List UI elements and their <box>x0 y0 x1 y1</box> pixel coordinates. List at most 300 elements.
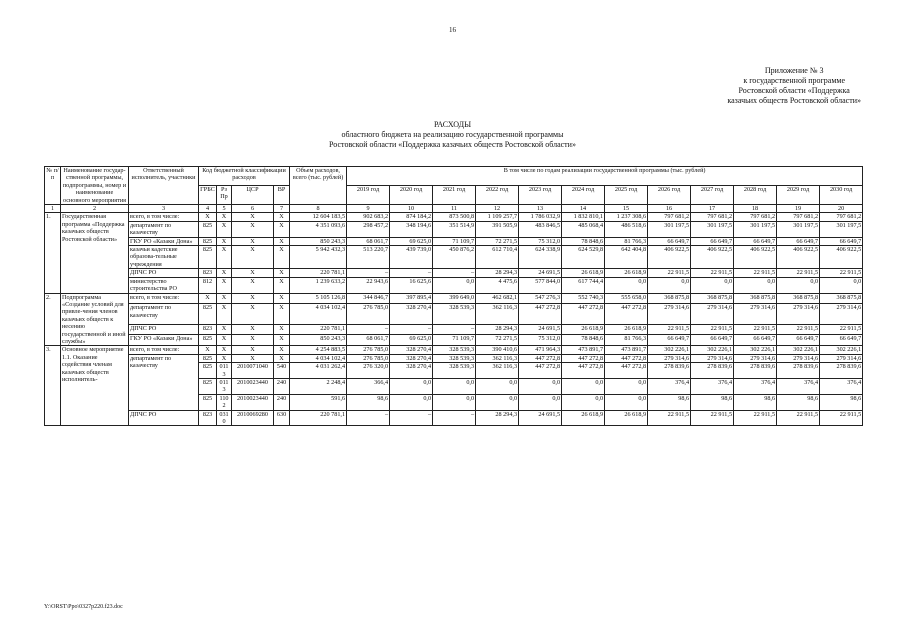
executor-cell: ДПЧС РО <box>129 410 199 426</box>
appendix-note <box>727 66 861 106</box>
year-value-cell: 513 220,7 <box>347 246 390 269</box>
rzpr-cell: X <box>217 221 232 237</box>
year-value-cell: 24 691,5 <box>519 324 562 335</box>
year-value-cell: 26 618,9 <box>605 410 648 426</box>
year-value-cell: 22 911,5 <box>777 324 820 335</box>
column-index-cell: 16 <box>648 205 691 213</box>
year-value-cell: 26 618,9 <box>562 410 605 426</box>
year-value-cell: 301 197,5 <box>734 221 777 237</box>
year-value-cell: 0,0 <box>433 394 476 410</box>
year-value-cell: 368 875,8 <box>777 293 820 304</box>
year-value-cell: 66 649,7 <box>691 335 734 346</box>
column-index-cell: 3 <box>129 205 199 213</box>
program-name: Подпрограмма «Создание условий для привле-чения членов казачьих обществ к несению государственной и иной службы» <box>61 293 129 346</box>
year-value-cell: 624 338,9 <box>519 246 562 269</box>
header-csr: ЦСР <box>232 186 274 205</box>
year-value-cell: 302 226,1 <box>777 346 820 354</box>
year-value-cell: – <box>433 324 476 335</box>
year-value-cell: 1 237 308,6 <box>605 213 648 221</box>
year-value-cell: 624 529,8 <box>562 246 605 269</box>
year-value-cell: – <box>347 324 390 335</box>
vr-cell: X <box>274 293 290 304</box>
header-executor: Ответственный исполнитель, участники <box>129 167 199 205</box>
year-value-cell: 0,0 <box>433 277 476 293</box>
year-value-cell: 0,0 <box>605 394 648 410</box>
executor-cell: ДПЧС РО <box>129 269 199 277</box>
year-value-cell: 81 766,3 <box>605 237 648 245</box>
column-index-cell: 19 <box>777 205 820 213</box>
year-value-cell: 486 518,6 <box>605 221 648 237</box>
year-value-cell: 1 832 810,1 <box>562 213 605 221</box>
year-value-cell: 66 649,7 <box>691 237 734 245</box>
title-line: Ростовской области «Поддержка казачьих обществ Ростовской области» <box>329 140 576 149</box>
vr-cell: 540 <box>274 363 290 379</box>
header-year: 2025 год <box>605 186 648 205</box>
page-number: 16 <box>449 26 456 34</box>
year-value-cell: 66 649,7 <box>648 335 691 346</box>
table-row <box>45 213 863 221</box>
table-row <box>45 335 863 346</box>
table-row <box>45 269 863 277</box>
total-value-cell: 850 243,3 <box>290 335 347 346</box>
year-value-cell: 78 848,6 <box>562 335 605 346</box>
grbs-cell: X <box>199 346 217 354</box>
year-value-cell: 376,4 <box>734 378 777 394</box>
header-year: 2027 год <box>691 186 734 205</box>
year-value-cell: 22 911,5 <box>734 269 777 277</box>
year-value-cell: 26 618,9 <box>605 324 648 335</box>
appendix-line: к государственной программе <box>743 76 846 85</box>
vr-cell: X <box>274 304 290 324</box>
year-value-cell: 279 314,6 <box>820 304 863 324</box>
total-value-cell: 5 105 126,8 <box>290 293 347 304</box>
year-value-cell: 98,6 <box>777 394 820 410</box>
header-num: № п/п <box>45 167 61 205</box>
column-index-cell: 1 <box>45 205 61 213</box>
column-index-cell: 15 <box>605 205 648 213</box>
year-value-cell: 81 766,3 <box>605 335 648 346</box>
column-index-cell: 20 <box>820 205 863 213</box>
year-value-cell: 368 875,8 <box>734 293 777 304</box>
year-value-cell: 328 539,3 <box>433 346 476 354</box>
year-value-cell: 68 061,7 <box>347 237 390 245</box>
csr-cell: 2010023440 <box>232 394 274 410</box>
year-value-cell: 0,0 <box>476 378 519 394</box>
column-index-cell: 11 <box>433 205 476 213</box>
executor-cell: министерство строительства РО <box>129 277 199 293</box>
year-value-cell: 22 911,5 <box>648 269 691 277</box>
year-value-cell: 447 272,8 <box>562 354 605 362</box>
year-value-cell: 1 786 032,9 <box>519 213 562 221</box>
executor-cell: всего, в том числе: <box>129 293 199 304</box>
executor-cell: департамент по казачеству <box>129 304 199 324</box>
year-value-cell: 0,0 <box>605 277 648 293</box>
year-value-cell: 797 681,2 <box>820 213 863 221</box>
csr-cell: X <box>232 335 274 346</box>
vr-cell: 240 <box>274 394 290 410</box>
year-value-cell: 278 839,6 <box>734 363 777 379</box>
year-value-cell: 0,0 <box>648 277 691 293</box>
year-value-cell: 797 681,2 <box>648 213 691 221</box>
year-value-cell: 328 270,4 <box>390 354 433 362</box>
total-value-cell: 4 254 883,5 <box>290 346 347 354</box>
total-value-cell: 4 031 262,4 <box>290 363 347 379</box>
year-value-cell: 473 891,7 <box>562 346 605 354</box>
header-rzpr: Рз Пр <box>217 186 232 205</box>
total-value-cell: 2 248,4 <box>290 378 347 394</box>
appendix-line: казачьих обществ Ростовской области» <box>727 96 861 105</box>
year-value-cell: 0,0 <box>691 277 734 293</box>
year-value-cell: – <box>347 410 390 426</box>
grbs-cell: 825 <box>199 363 217 379</box>
year-value-cell: 0,0 <box>777 277 820 293</box>
grbs-cell: 825 <box>199 394 217 410</box>
vr-cell: 240 <box>274 378 290 394</box>
header-year: 2022 год <box>476 186 519 205</box>
total-value-cell: 220 781,1 <box>290 269 347 277</box>
year-value-cell: 406 922,5 <box>734 246 777 269</box>
file-path-footer: Y:\ORST\Ppo\0327p220.f23.doc <box>44 604 123 610</box>
year-value-cell: 98,6 <box>648 394 691 410</box>
year-value-cell: 66 649,7 <box>820 335 863 346</box>
year-value-cell: 376,4 <box>820 378 863 394</box>
csr-cell: X <box>232 277 274 293</box>
year-value-cell: 4 475,6 <box>476 277 519 293</box>
header-year: 2028 год <box>734 186 777 205</box>
grbs-cell: 825 <box>199 354 217 362</box>
year-value-cell: 16 625,6 <box>390 277 433 293</box>
appendix-line: Приложение № 3 <box>764 66 824 75</box>
rzpr-cell: X <box>217 246 232 269</box>
csr-cell: X <box>232 246 274 269</box>
year-value-cell: 0,0 <box>519 394 562 410</box>
rzpr-cell: X <box>217 346 232 354</box>
column-index-cell: 12 <box>476 205 519 213</box>
year-value-cell: 447 272,8 <box>562 304 605 324</box>
total-value-cell: 4 034 102,4 <box>290 304 347 324</box>
year-value-cell: 279 314,6 <box>777 304 820 324</box>
total-value-cell: 220 781,1 <box>290 410 347 426</box>
year-value-cell: 279 314,6 <box>734 354 777 362</box>
year-value-cell: 276 785,0 <box>347 354 390 362</box>
column-index-cell: 8 <box>290 205 347 213</box>
total-value-cell: 1 239 633,2 <box>290 277 347 293</box>
csr-cell: X <box>232 269 274 277</box>
csr-cell: X <box>232 221 274 237</box>
year-value-cell: 362 116,3 <box>476 354 519 362</box>
year-value-cell: 612 710,4 <box>476 246 519 269</box>
year-value-cell: 22 911,5 <box>734 324 777 335</box>
year-value-cell: 66 649,7 <box>734 335 777 346</box>
rzpr-cell: 1102 <box>217 394 232 410</box>
column-index-cell: 9 <box>347 205 390 213</box>
year-value-cell: 328 270,4 <box>390 363 433 379</box>
executor-cell: департамент по казачеству <box>129 354 199 410</box>
year-value-cell: 362 116,3 <box>476 304 519 324</box>
table-row <box>45 410 863 426</box>
total-value-cell: 220 781,1 <box>290 324 347 335</box>
year-value-cell: 28 294,3 <box>476 410 519 426</box>
grbs-cell: 825 <box>199 335 217 346</box>
vr-cell: X <box>274 346 290 354</box>
column-index-row <box>45 205 863 213</box>
total-value-cell: 591,6 <box>290 394 347 410</box>
total-value-cell: 4 034 102,4 <box>290 354 347 362</box>
year-value-cell: 471 964,3 <box>519 346 562 354</box>
year-value-cell: 279 314,6 <box>648 354 691 362</box>
year-value-cell: 279 314,6 <box>777 354 820 362</box>
column-index-cell: 13 <box>519 205 562 213</box>
rzpr-cell: X <box>217 304 232 324</box>
table-row <box>45 237 863 245</box>
total-value-cell: 5 942 432,3 <box>290 246 347 269</box>
header-code-group: Код бюджетной классификации расходов <box>199 167 290 186</box>
year-value-cell: 390 410,6 <box>476 346 519 354</box>
year-value-cell: 276 785,0 <box>347 304 390 324</box>
year-value-cell: 555 658,0 <box>605 293 648 304</box>
year-value-cell: 447 272,8 <box>605 363 648 379</box>
vr-cell: 630 <box>274 410 290 426</box>
year-value-cell: 328 539,3 <box>433 363 476 379</box>
year-value-cell: 447 272,8 <box>519 363 562 379</box>
rzpr-cell: X <box>217 324 232 335</box>
year-value-cell: 642 404,8 <box>605 246 648 269</box>
year-value-cell: 473 891,7 <box>605 346 648 354</box>
year-value-cell: 22 911,5 <box>734 410 777 426</box>
rzpr-cell: 0310 <box>217 410 232 426</box>
vr-cell: X <box>274 277 290 293</box>
document-title <box>0 120 905 150</box>
year-value-cell: 22 911,5 <box>820 269 863 277</box>
year-value-cell: 485 068,4 <box>562 221 605 237</box>
rzpr-cell: X <box>217 237 232 245</box>
year-value-cell: 447 272,8 <box>605 304 648 324</box>
rzpr-cell: X <box>217 354 232 362</box>
year-value-cell: 68 061,7 <box>347 335 390 346</box>
header-vr: ВР <box>274 186 290 205</box>
row-number: 3. <box>45 346 61 426</box>
year-value-cell: – <box>433 410 476 426</box>
table-row <box>45 293 863 304</box>
year-value-cell: 26 618,9 <box>562 269 605 277</box>
year-value-cell: 328 539,3 <box>433 354 476 362</box>
year-value-cell: 22 911,5 <box>820 410 863 426</box>
year-value-cell: 462 682,1 <box>476 293 519 304</box>
year-value-cell: 302 226,1 <box>734 346 777 354</box>
grbs-cell: 823 <box>199 269 217 277</box>
rzpr-cell: 0113 <box>217 378 232 394</box>
executor-cell: ГКУ РО «Казаки Дона» <box>129 335 199 346</box>
year-value-cell: 399 649,0 <box>433 293 476 304</box>
program-name: Основное мероприятие 1.1. Оказание содействия членам казачьих обществ исполнитель- <box>61 346 129 426</box>
csr-cell: 2010023440 <box>232 378 274 394</box>
year-value-cell: 406 922,5 <box>691 246 734 269</box>
vr-cell: X <box>274 269 290 277</box>
year-value-cell: 0,0 <box>390 378 433 394</box>
year-value-cell: 447 272,8 <box>562 363 605 379</box>
year-value-cell: 328 539,3 <box>433 304 476 324</box>
year-value-cell: 362 116,3 <box>476 363 519 379</box>
grbs-cell: 812 <box>199 277 217 293</box>
column-index-cell: 18 <box>734 205 777 213</box>
grbs-cell: X <box>199 293 217 304</box>
expenses-table <box>44 166 863 426</box>
year-value-cell: 278 839,6 <box>777 363 820 379</box>
executor-cell: департамент по казачеству <box>129 221 199 237</box>
table-row <box>45 277 863 293</box>
header-year: 2019 год <box>347 186 390 205</box>
year-value-cell: 278 839,6 <box>820 363 863 379</box>
year-value-cell: 406 922,5 <box>777 246 820 269</box>
year-value-cell: 0,0 <box>562 378 605 394</box>
column-index-cell: 6 <box>232 205 274 213</box>
year-value-cell: 22 911,5 <box>691 269 734 277</box>
rzpr-cell: X <box>217 269 232 277</box>
rzpr-cell: X <box>217 277 232 293</box>
year-value-cell: 797 681,2 <box>734 213 777 221</box>
year-value-cell: 376,4 <box>777 378 820 394</box>
year-value-cell: 75 312,0 <box>519 237 562 245</box>
year-value-cell: 78 848,6 <box>562 237 605 245</box>
year-value-cell: 0,0 <box>476 394 519 410</box>
year-value-cell: 368 875,8 <box>691 293 734 304</box>
year-value-cell: 75 312,0 <box>519 335 562 346</box>
table-row <box>45 324 863 335</box>
year-value-cell: 902 683,2 <box>347 213 390 221</box>
year-value-cell: 797 681,2 <box>777 213 820 221</box>
executor-cell: ГКУ РО «Казаки Дона» <box>129 237 199 245</box>
csr-cell: X <box>232 304 274 324</box>
vr-cell: X <box>274 354 290 362</box>
table-row <box>45 354 863 362</box>
year-value-cell: 24 691,5 <box>519 269 562 277</box>
year-value-cell: 328 270,4 <box>390 346 433 354</box>
column-index-cell: 10 <box>390 205 433 213</box>
header-grbs: ГРБС <box>199 186 217 205</box>
table-row <box>45 221 863 237</box>
year-value-cell: 301 197,5 <box>820 221 863 237</box>
table-header-row <box>45 167 863 186</box>
year-value-cell: 447 272,8 <box>519 354 562 362</box>
year-value-cell: 26 618,9 <box>562 324 605 335</box>
csr-cell: X <box>232 354 274 362</box>
year-value-cell: 276 785,0 <box>347 346 390 354</box>
year-value-cell: – <box>390 269 433 277</box>
header-year: 2020 год <box>390 186 433 205</box>
year-value-cell: 617 744,4 <box>562 277 605 293</box>
year-value-cell: 279 314,6 <box>820 354 863 362</box>
executor-cell: ДПЧС РО <box>129 324 199 335</box>
year-value-cell: 450 876,2 <box>433 246 476 269</box>
year-value-cell: 66 649,7 <box>820 237 863 245</box>
table-row <box>45 346 863 354</box>
year-value-cell: 797 681,2 <box>691 213 734 221</box>
executor-cell: всего, в том числе: <box>129 346 199 354</box>
column-index-cell: 4 <box>199 205 217 213</box>
header-year: 2021 год <box>433 186 476 205</box>
header-name: Наименование государ-ственной программы, подпрограммы, номер и наименование основного мероприятия <box>61 167 129 205</box>
header-year: 2030 год <box>820 186 863 205</box>
year-value-cell: 66 649,7 <box>777 237 820 245</box>
year-value-cell: 344 846,7 <box>347 293 390 304</box>
year-value-cell: 302 226,1 <box>648 346 691 354</box>
year-value-cell: – <box>390 324 433 335</box>
header-year: 2023 год <box>519 186 562 205</box>
year-value-cell: 22 911,5 <box>648 324 691 335</box>
year-value-cell: 406 922,5 <box>820 246 863 269</box>
year-value-cell: 71 109,7 <box>433 335 476 346</box>
year-value-cell: 22 911,5 <box>691 324 734 335</box>
year-value-cell: 66 649,7 <box>648 237 691 245</box>
year-value-cell: 276 320,0 <box>347 363 390 379</box>
year-value-cell: 0,0 <box>433 378 476 394</box>
column-index-cell: 14 <box>562 205 605 213</box>
year-value-cell: 302 226,1 <box>820 346 863 354</box>
year-value-cell: 348 194,6 <box>390 221 433 237</box>
year-value-cell: 301 197,5 <box>777 221 820 237</box>
csr-cell: X <box>232 324 274 335</box>
year-value-cell: 278 839,6 <box>691 363 734 379</box>
year-value-cell: 28 294,3 <box>476 269 519 277</box>
table-row <box>45 246 863 269</box>
year-value-cell: 279 314,6 <box>734 304 777 324</box>
column-index-cell: 2 <box>61 205 129 213</box>
year-value-cell: 22 911,5 <box>777 410 820 426</box>
row-number: 1. <box>45 213 61 293</box>
executor-cell: всего, в том числе: <box>129 213 199 221</box>
total-value-cell: 12 604 183,5 <box>290 213 347 221</box>
year-value-cell: 98,6 <box>820 394 863 410</box>
year-value-cell: 66 649,7 <box>777 335 820 346</box>
executor-cell: казачьи кадетские образова-тельные учреждения <box>129 246 199 269</box>
table-body <box>45 213 863 426</box>
year-value-cell: 22 911,5 <box>648 410 691 426</box>
year-value-cell: 577 844,0 <box>519 277 562 293</box>
csr-cell: X <box>232 237 274 245</box>
year-value-cell: 397 895,4 <box>390 293 433 304</box>
vr-cell: X <box>274 213 290 221</box>
year-value-cell: 72 271,5 <box>476 237 519 245</box>
column-index-cell: 7 <box>274 205 290 213</box>
rzpr-cell: X <box>217 213 232 221</box>
year-value-cell: 28 294,3 <box>476 324 519 335</box>
year-value-cell: 0,0 <box>605 378 648 394</box>
grbs-cell: X <box>199 213 217 221</box>
csr-cell: X <box>232 346 274 354</box>
year-value-cell: 368 875,8 <box>820 293 863 304</box>
year-value-cell: 279 314,6 <box>648 304 691 324</box>
year-value-cell: 98,6 <box>691 394 734 410</box>
year-value-cell: 1 109 257,7 <box>476 213 519 221</box>
year-value-cell: 368 875,8 <box>648 293 691 304</box>
year-value-cell: 0,0 <box>562 394 605 410</box>
csr-cell: 2010069280 <box>232 410 274 426</box>
year-value-cell: 26 618,9 <box>605 269 648 277</box>
year-value-cell: 279 314,6 <box>691 304 734 324</box>
year-value-cell: 72 271,5 <box>476 335 519 346</box>
year-value-cell: 298 457,2 <box>347 221 390 237</box>
header-year: 2024 год <box>562 186 605 205</box>
header-year: 2026 год <box>648 186 691 205</box>
program-name: Государственная программа «Поддержка казачьих обществ Ростовской области» <box>61 213 129 293</box>
year-value-cell: 366,4 <box>347 378 390 394</box>
year-value-cell: 552 740,3 <box>562 293 605 304</box>
grbs-cell: 825 <box>199 221 217 237</box>
year-value-cell: 22 911,5 <box>820 324 863 335</box>
header-year: 2029 год <box>777 186 820 205</box>
year-value-cell: 22 911,5 <box>691 410 734 426</box>
grbs-cell: 825 <box>199 246 217 269</box>
